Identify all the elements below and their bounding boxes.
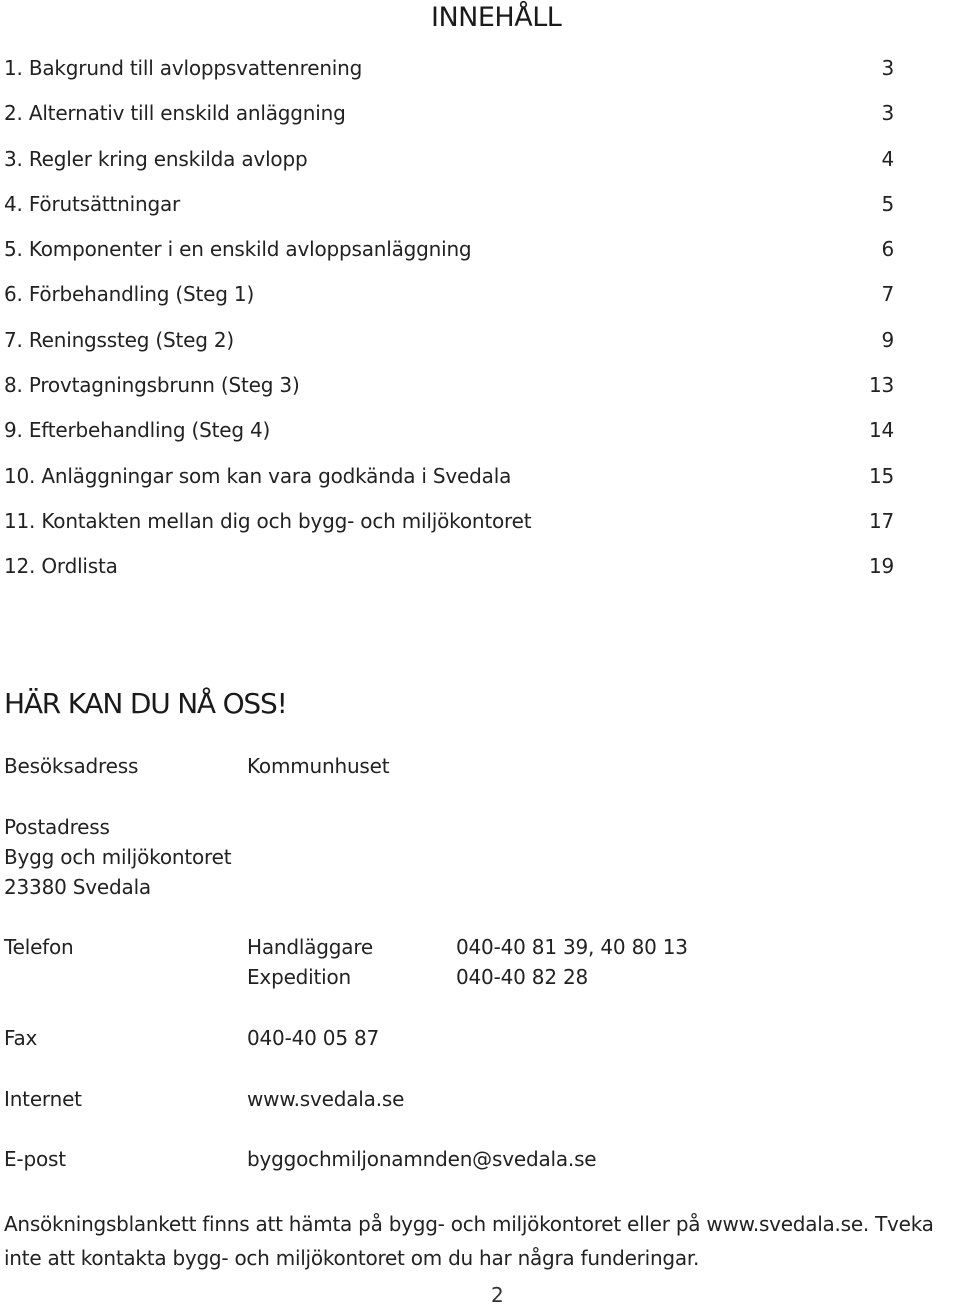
toc-item[interactable]: [4, 56, 894, 101]
toc-item-page: 5: [881, 191, 894, 216]
toc-item[interactable]: [4, 373, 894, 418]
toc-item-page: 14: [868, 418, 894, 443]
toc-item[interactable]: [4, 418, 894, 463]
toc-item[interactable]: [4, 237, 894, 282]
toc-item-label: 7. Reningssteg (Steg 2): [4, 327, 235, 352]
toc-item[interactable]: [4, 554, 894, 599]
toc-item-page: 7: [881, 282, 894, 307]
toc-item-page: 9: [881, 327, 894, 352]
email-label: E-post: [4, 1147, 66, 1171]
phone-role: Expedition: [247, 965, 352, 989]
internet-label: Internet: [4, 1087, 82, 1111]
postal-address-line: 23380 Svedala: [4, 875, 151, 899]
page-number: 2: [491, 1283, 504, 1307]
toc-item-page: 3: [881, 101, 894, 126]
toc-item-label: 5. Komponenter i en enskild avloppsanläggning: [4, 237, 472, 262]
toc-item[interactable]: [4, 464, 894, 509]
fax-number: 040-40 05 87: [247, 1026, 380, 1050]
toc-item-label: 2. Alternativ till enskild anläggning: [4, 101, 346, 126]
toc-item[interactable]: [4, 328, 894, 373]
toc-item-page: 6: [881, 237, 894, 262]
toc-item-label: 9. Efterbehandling (Steg 4): [4, 418, 271, 443]
phone-number[interactable]: 040-40 81 39, 40 80 13: [456, 935, 688, 959]
application-notice: Ansökningsblankett finns att hämta på bygg- och miljökontoret eller på www.svedala.se. Tveka inte att kontakta bygg- och miljökontoret om du har några funderingar.: [4, 1212, 934, 1270]
postal-address-line: Bygg och miljökontoret: [4, 845, 232, 869]
toc-item-page: 17: [868, 508, 894, 533]
toc-item[interactable]: [4, 509, 894, 554]
toc-item-page: 4: [881, 146, 894, 171]
toc-item[interactable]: [4, 101, 894, 146]
email-link[interactable]: byggochmiljonamnden@svedala.se: [247, 1147, 597, 1171]
phone-number[interactable]: 040-40 82 28: [456, 965, 589, 989]
toc-item[interactable]: [4, 147, 894, 192]
website-link[interactable]: www.svedala.se: [247, 1087, 405, 1111]
table-of-contents: [4, 56, 894, 600]
visit-address-value: Kommunhuset: [247, 754, 390, 778]
phone-role: Handläggare: [247, 935, 374, 959]
toc-item-label: 6. Förbehandling (Steg 1): [4, 282, 255, 307]
toc-item-label: 3. Regler kring enskilda avlopp: [4, 146, 308, 171]
toc-item-label: 11. Kontakten mellan dig och bygg- och miljökontoret: [4, 508, 532, 533]
visit-address-label: Besöksadress: [4, 754, 139, 778]
toc-item-page: 3: [881, 56, 894, 80]
postal-address-label: Postadress: [4, 815, 110, 839]
toc-item-label: 10. Anläggningar som kan vara godkända i Svedala: [4, 463, 512, 488]
toc-item-label: 8. Provtagningsbrunn (Steg 3): [4, 373, 300, 398]
toc-item-page: 15: [868, 463, 894, 488]
toc-item-label: 12. Ordlista: [4, 554, 118, 579]
toc-item[interactable]: [4, 192, 894, 237]
fax-label: Fax: [4, 1026, 38, 1050]
toc-item-page: 13: [868, 373, 894, 398]
toc-item-label: 4. Förutsättningar: [4, 191, 181, 216]
toc-title: INNEHÅLL: [431, 2, 562, 33]
toc-item[interactable]: [4, 282, 894, 327]
contact-heading: HÄR KAN DU NÅ OSS!: [4, 687, 287, 720]
phone-label: Telefon: [4, 935, 74, 959]
toc-item-label: 1. Bakgrund till avloppsvattenrening: [4, 56, 363, 80]
toc-item-page: 19: [868, 554, 894, 579]
